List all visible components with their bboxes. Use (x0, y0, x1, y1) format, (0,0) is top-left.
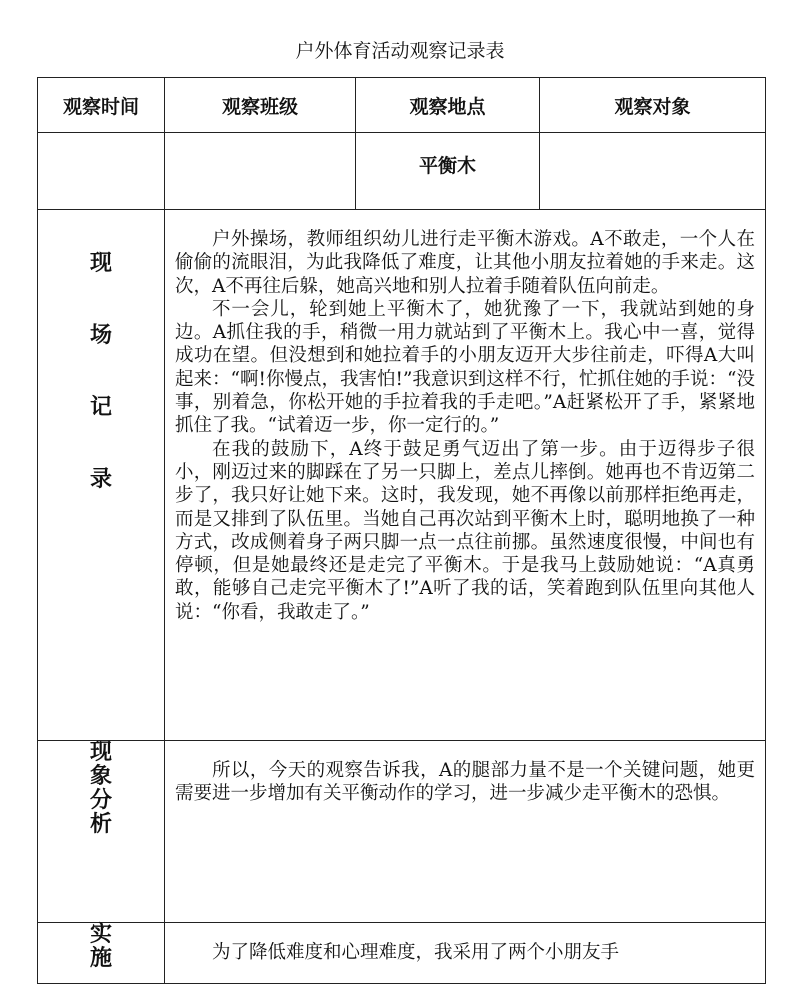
record-label-char: 场 (89, 323, 112, 348)
header-location: 观察地点 (356, 78, 540, 133)
info-row (38, 133, 766, 210)
analysis-label-char: 象 (89, 764, 112, 789)
implementation-label-char: 实 (89, 922, 112, 947)
info-location-cell (356, 133, 540, 210)
record-label-char: 录 (89, 467, 112, 492)
analysis-row (38, 741, 766, 923)
analysis-label-char: 分 (89, 788, 112, 813)
implementation-row (38, 923, 766, 984)
header-time: 观察时间 (38, 78, 165, 133)
info-target-cell (540, 133, 766, 210)
analysis-content (165, 741, 766, 923)
implementation-label (38, 923, 165, 984)
record-row (38, 210, 766, 741)
header-class: 观察班级 (165, 78, 356, 133)
analysis-label-char: 现 (89, 740, 112, 765)
header-target: 观察对象 (540, 78, 766, 133)
record-paragraph: 不一会儿，轮到她上平衡木了，她犹豫了一下，我就站到她的身边。A抓住我的手，稍微一用力就站到了平衡木上。我心中一喜，觉得成功在望。但没想到和她拉着手的小朋友迈开大步往前走，吓得A大叫起来：“啊!你慢点，我害怕!”我意识到这样不行，忙抓住她的手说：“没事，别着急，你松开她的手拉着我的手走吧。”A赶紧松开了手，紧紧地抓住了我。“试着迈一步，你一定行的。” (175, 298, 755, 437)
implementation-label-char: 施 (89, 946, 112, 971)
observation-table (37, 77, 766, 984)
record-label (38, 210, 165, 741)
analysis-paragraph: 所以，今天的观察告诉我，A的腿部力量不是一个关键问题，她更需要进一步增加有关平衡动作的学习，进一步减少走平衡木的恐惧。 (175, 760, 755, 805)
implementation-content (165, 923, 766, 984)
record-paragraph: 户外操场，教师组织幼儿进行走平衡木游戏。A不敢走，一个人在偷偷的流眼泪，为此我降低了难度，让其他小朋友拉着她的手来走。这次，A不再往后躲，她高兴地和别人拉着手随着队伍向前走。 (175, 229, 755, 297)
implementation-paragraph: 为了降低难度和心理难度，我采用了两个小朋友手 (212, 942, 620, 963)
document-title: 户外体育活动观察记录表 (295, 40, 505, 62)
info-time-cell (38, 133, 165, 210)
info-location: 平衡木 (418, 155, 476, 177)
record-paragraph: 在我的鼓励下，A终于鼓足勇气迈出了第一步。由于迈得步子很小，刚迈过来的脚踩在了另一只脚上，差点儿摔倒。她再也不肯迈第二步了，我只好让她下来。这时，我发现，她不再像以前那样拒绝再走，而是又排到了队伍里。当她自己再次站到平衡木上时，聪明地换了一种方式，改成侧着身子两只脚一点一点往前挪。虽然速度很慢，中间也有停顿，但是她最终还是走完了平衡木。于是我马上鼓励她说：“A真勇敢，能够自己走完平衡木了!”A听了我的话，笑着跑到队伍里向其他人说：“你看，我敢走了。” (175, 438, 755, 623)
record-label-char: 现 (89, 251, 112, 276)
analysis-label-char: 析 (89, 812, 112, 837)
info-class-cell (165, 133, 356, 210)
record-label-char: 记 (89, 395, 112, 420)
analysis-label (38, 741, 165, 923)
header-row (38, 78, 766, 133)
record-content (165, 210, 766, 741)
